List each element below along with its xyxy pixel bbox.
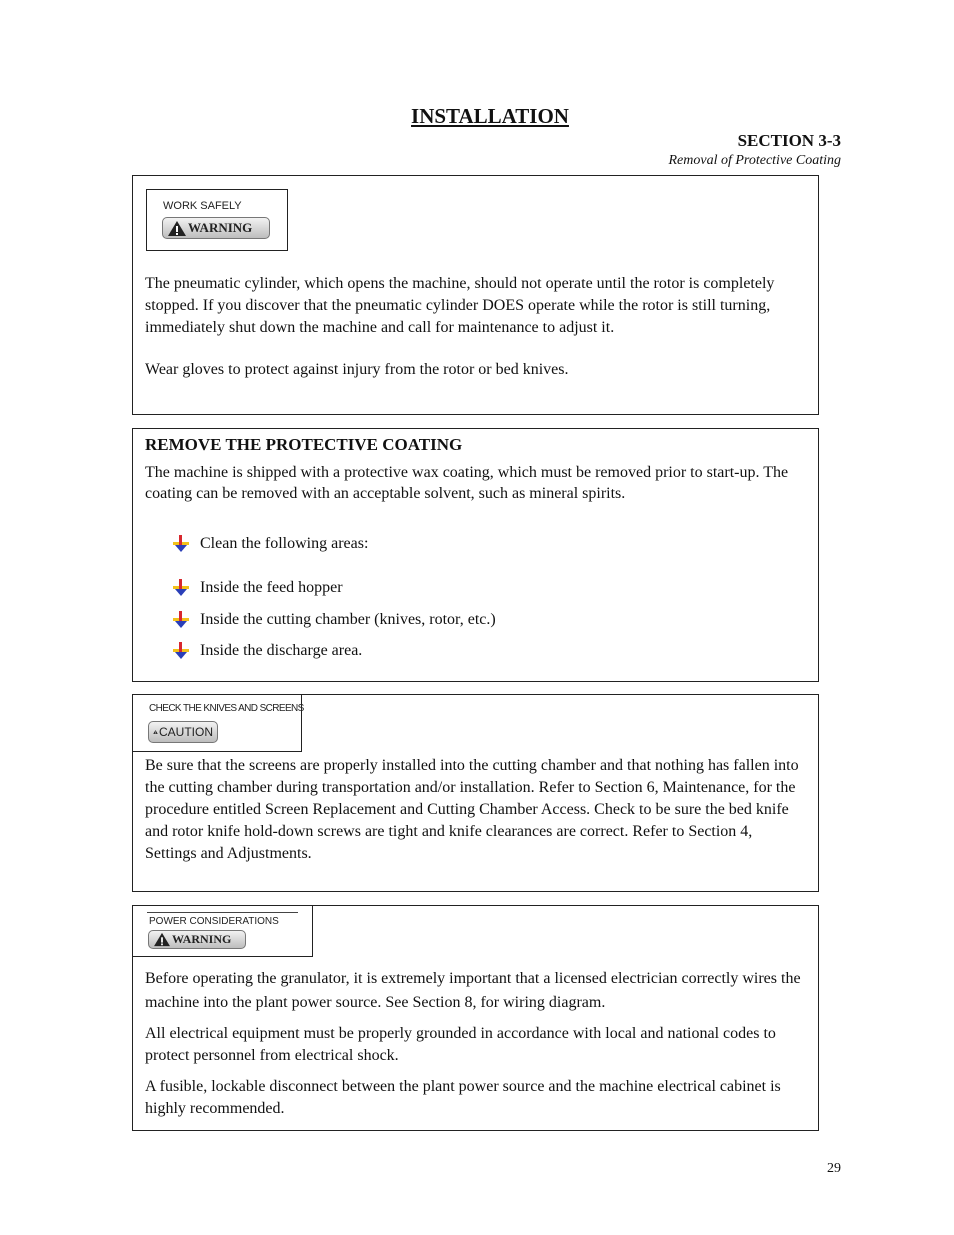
- power-badge: [132, 905, 313, 957]
- check-knives-badge: [132, 694, 302, 752]
- badge-title: POWER CONSIDERATIONS: [149, 916, 279, 927]
- arrow-bullet-icon: [171, 578, 191, 598]
- paragraph: The pneumatic cylinder, which opens the machine, should not operate until the rotor is completely stopped. If you discover that the pneumatic cylinder DOES operate while the rotor is still turning, immediately shut down the machine and call for maintenance to adjust it.: [145, 275, 775, 336]
- list-item-text: Inside the cutting chamber (knives, rotor, etc.): [200, 611, 496, 628]
- warning-label: [148, 930, 246, 949]
- list-item: [171, 534, 368, 554]
- paragraph: Wear gloves to protect against injury from the rotor or bed knives.: [145, 361, 569, 378]
- work-safely-box: [132, 175, 819, 415]
- power-box: [132, 905, 819, 1131]
- warning-label: [162, 217, 270, 239]
- arrow-bullet-icon: [171, 610, 191, 630]
- remove-coating-box: [132, 428, 819, 682]
- warning-triangle-icon: [153, 932, 171, 947]
- arrow-bullet-icon: [171, 534, 191, 554]
- list-item-text: Inside the feed hopper: [200, 579, 343, 596]
- paragraph: The machine is shipped with a protective wax coating, which must be removed prior to start-up. The coating can be removed with an acceptable solvent, such as mineral spirits.: [145, 464, 789, 502]
- badge-label: WARNING: [172, 932, 232, 946]
- badge-title: CHECK THE KNIVES AND SCREENS: [149, 703, 304, 714]
- check-knives-box: [132, 694, 819, 892]
- list-item: [171, 578, 343, 598]
- page-number: 29: [827, 1161, 841, 1176]
- list-item-text: Clean the following areas:: [200, 535, 369, 552]
- paragraph: A fusible, lockable disconnect between the plant power source and the machine electrical cabinet is highly recommended.: [145, 1078, 781, 1117]
- caution-label: [148, 721, 218, 743]
- list-item-text: Inside the discharge area.: [200, 642, 363, 659]
- list-item: [171, 641, 362, 661]
- badge-label: CAUTION: [159, 725, 213, 739]
- badge-title: WORK SAFELY: [163, 200, 242, 212]
- badge-label: WARNING: [188, 220, 253, 235]
- paragraph: Be sure that the screens are properly installed into the cutting chamber and that nothing has fallen into the cutting chamber during transportation and/or installation. Refer to Section 6, Maintenance, for the procedure entitled Screen Replacement and Cutting Chamber Access. Check to be sure the bed knife and rotor knife hold-down screws are tight and knife clearances are correct. Refer to Section 4, Settings and Adjustments.: [145, 757, 799, 862]
- warning-triangle-icon: [153, 724, 158, 740]
- page-title: INSTALLATION: [411, 104, 569, 128]
- paragraph: All electrical equipment must be properly grounded in accordance with local and national codes to protect personnel from electrical shock.: [145, 1025, 776, 1064]
- list-item: [171, 610, 496, 630]
- work-safely-badge: [146, 189, 288, 251]
- section-subtitle: Removal of Protective Coating: [668, 153, 841, 168]
- section-heading: REMOVE THE PROTECTIVE COATING: [145, 435, 463, 454]
- paragraph: Before operating the granulator, it is extremely important that a licensed electrician correctly wires the machine into the plant power source. See Section 8, for wiring diagram.: [145, 970, 801, 1011]
- warning-triangle-icon: [167, 220, 187, 237]
- arrow-bullet-icon: [171, 641, 191, 661]
- section-number: SECTION 3-3: [737, 131, 841, 150]
